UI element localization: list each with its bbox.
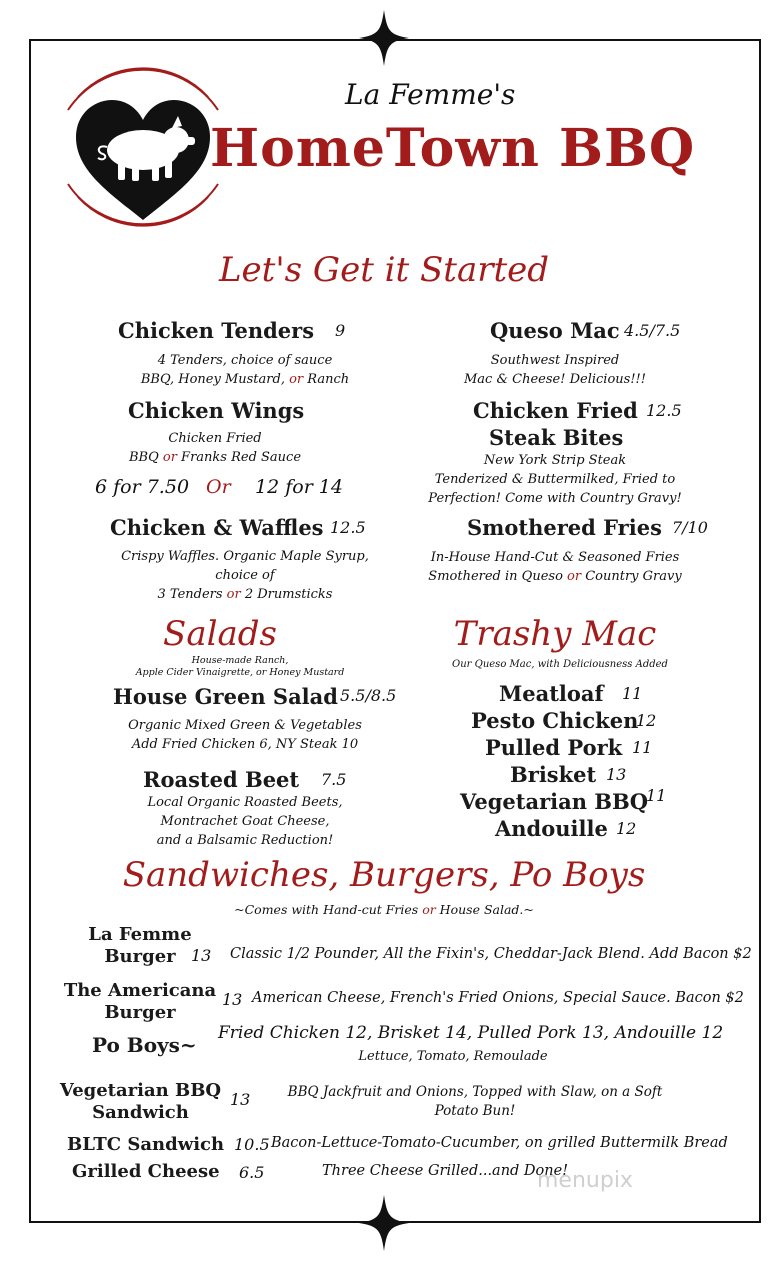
section-heading-sandwiches: Sandwiches, Burgers, Po Boys — [122, 855, 646, 895]
menu-item-description: Crispy Waffles. Organic Maple Syrup, choice of 3 Tenders or 2 Drumsticks — [121, 549, 369, 602]
menu-item-price: 7/10 — [672, 518, 708, 537]
menu-item-price: 5.5/8.5 — [340, 686, 397, 705]
menu-item-name: Pesto Chicken — [471, 708, 639, 733]
menu-item-price: 11 — [622, 684, 643, 703]
menu-item-name: Queso Mac — [490, 318, 620, 343]
section-heading-starters: Let's Get it Started — [218, 250, 550, 290]
wings-option-6: 6 for 7.50 — [95, 476, 190, 498]
salads-dressing-note: House-made Ranch, Apple Cider Vinaigrette, or Honey Mustard — [135, 655, 345, 678]
menu-item-price: 13 — [230, 1090, 251, 1109]
menu-item-price: 12 — [616, 819, 637, 838]
menu-item-description: Southwest Inspired Mac & Cheese! Delicious!!! — [463, 353, 647, 387]
menu-item-description: Fried Chicken 12, Brisket 14, Pulled Pork 13, Andouille 12 — [218, 1023, 724, 1043]
section-heading-salads: Salads — [163, 614, 277, 654]
menu-item-name: The Americana Burger — [63, 980, 217, 1023]
wings-option-or: Or — [206, 476, 231, 498]
menu-item-description-line2: Lettuce, Tomato, Remoulade — [358, 1049, 548, 1064]
menu-item-name: Smothered Fries — [467, 515, 662, 540]
menu-item-description: American Cheese, French's Fried Onions, Special Sauce. Bacon $2 — [252, 990, 744, 1006]
bottom-star-ornament — [359, 1195, 409, 1251]
menu-item-price: 12.5 — [330, 518, 366, 537]
sandwiches-side-note: ~Comes with Hand-cut Fries or House Salad.~ — [234, 902, 534, 917]
watermark: menupix — [537, 1168, 633, 1193]
menu-item-description: New York Strip Steak Tenderized & Buttermilked, Fried to Perfection! Come with Country Gravy! — [428, 453, 682, 506]
menu-item-description: Bacon-Lettuce-Tomato-Cucumber, on grilled Buttermilk Bread — [271, 1135, 728, 1151]
section-heading-trashy-mac: Trashy Mac — [453, 614, 657, 654]
trashy-mac-note: Our Queso Mac, with Deliciousness Added — [452, 659, 668, 670]
menu-item-price: 10.5 — [234, 1135, 270, 1154]
menu-item-name: Vegetarian BBQ — [460, 789, 649, 814]
menu-item-name: Chicken Tenders — [118, 318, 315, 343]
wings-option-12: 12 for 14 — [255, 476, 343, 498]
menu-item-name: Chicken & Waffles — [110, 515, 324, 540]
menu-item-price: 9 — [335, 321, 346, 340]
menu-item-name: Andouille — [495, 816, 608, 841]
menu-item-price: 12.5 — [646, 401, 682, 420]
menu-item-price: 13 — [222, 990, 243, 1009]
menu-item-price: 11 — [632, 738, 653, 757]
menu-item-price: 7.5 — [321, 770, 347, 789]
menu-item-name: Grilled Cheese — [72, 1161, 220, 1182]
menu-item-price: 13 — [606, 765, 627, 784]
menu-item-description: BBQ Jackfruit and Onions, Topped with Slaw, on a Soft Potato Bun! — [287, 1084, 663, 1119]
menu-item-name: Meatloaf — [499, 681, 604, 706]
menu-item-description: In-House Hand-Cut & Seasoned Fries Smothered in Queso or Country Gravy — [428, 550, 682, 584]
restaurant-title: HomeTown BBQ — [210, 118, 696, 179]
menu-item-description: Chicken Fried BBQ or Franks Red Sauce — [128, 431, 302, 465]
menu-item-name-line2: Steak Bites — [489, 425, 624, 450]
menu-item-description: Local Organic Roasted Beets, Montrachet Goat Cheese, and a Balsamic Reduction! — [147, 795, 343, 848]
menu-item-name: La Femme Burger — [88, 924, 192, 967]
menu-item-price: 13 — [191, 946, 212, 965]
menu-item-price: 4.5/7.5 — [624, 321, 681, 340]
menu-item-name: Pulled Pork — [485, 735, 623, 760]
menu-item-name: Brisket — [510, 762, 597, 787]
restaurant-subtitle: La Femme's — [345, 78, 516, 111]
menu-item-name: BLTC Sandwich — [67, 1134, 225, 1155]
menu-item-name: Vegetarian BBQ Sandwich — [59, 1080, 222, 1123]
menu-item-description: Three Cheese Grilled...and Done! — [322, 1163, 569, 1179]
menu-item-name: Chicken Wings — [128, 398, 305, 423]
top-star-ornament — [359, 10, 409, 66]
menu-item-name: Po Boys~ — [92, 1033, 197, 1057]
menu-item-price: 6.5 — [239, 1163, 265, 1182]
menu-item-description: 4 Tenders, choice of sauce BBQ, Honey Mustard, or Ranch — [140, 353, 350, 387]
menu-item-name: Roasted Beet — [143, 767, 300, 792]
menu-item-price: 12 — [636, 711, 657, 730]
menu-item-description: Classic 1/2 Pounder, All the Fixin's, Cheddar-Jack Blend. Add Bacon $2 — [230, 946, 752, 962]
menu-item-name: House Green Salad — [113, 684, 338, 709]
menu-item-price: 11 — [646, 786, 667, 805]
menu-item-name: Chicken Fried — [473, 398, 638, 423]
menu-item-description: Organic Mixed Green & Vegetables Add Fried Chicken 6, NY Steak 10 — [128, 718, 362, 752]
